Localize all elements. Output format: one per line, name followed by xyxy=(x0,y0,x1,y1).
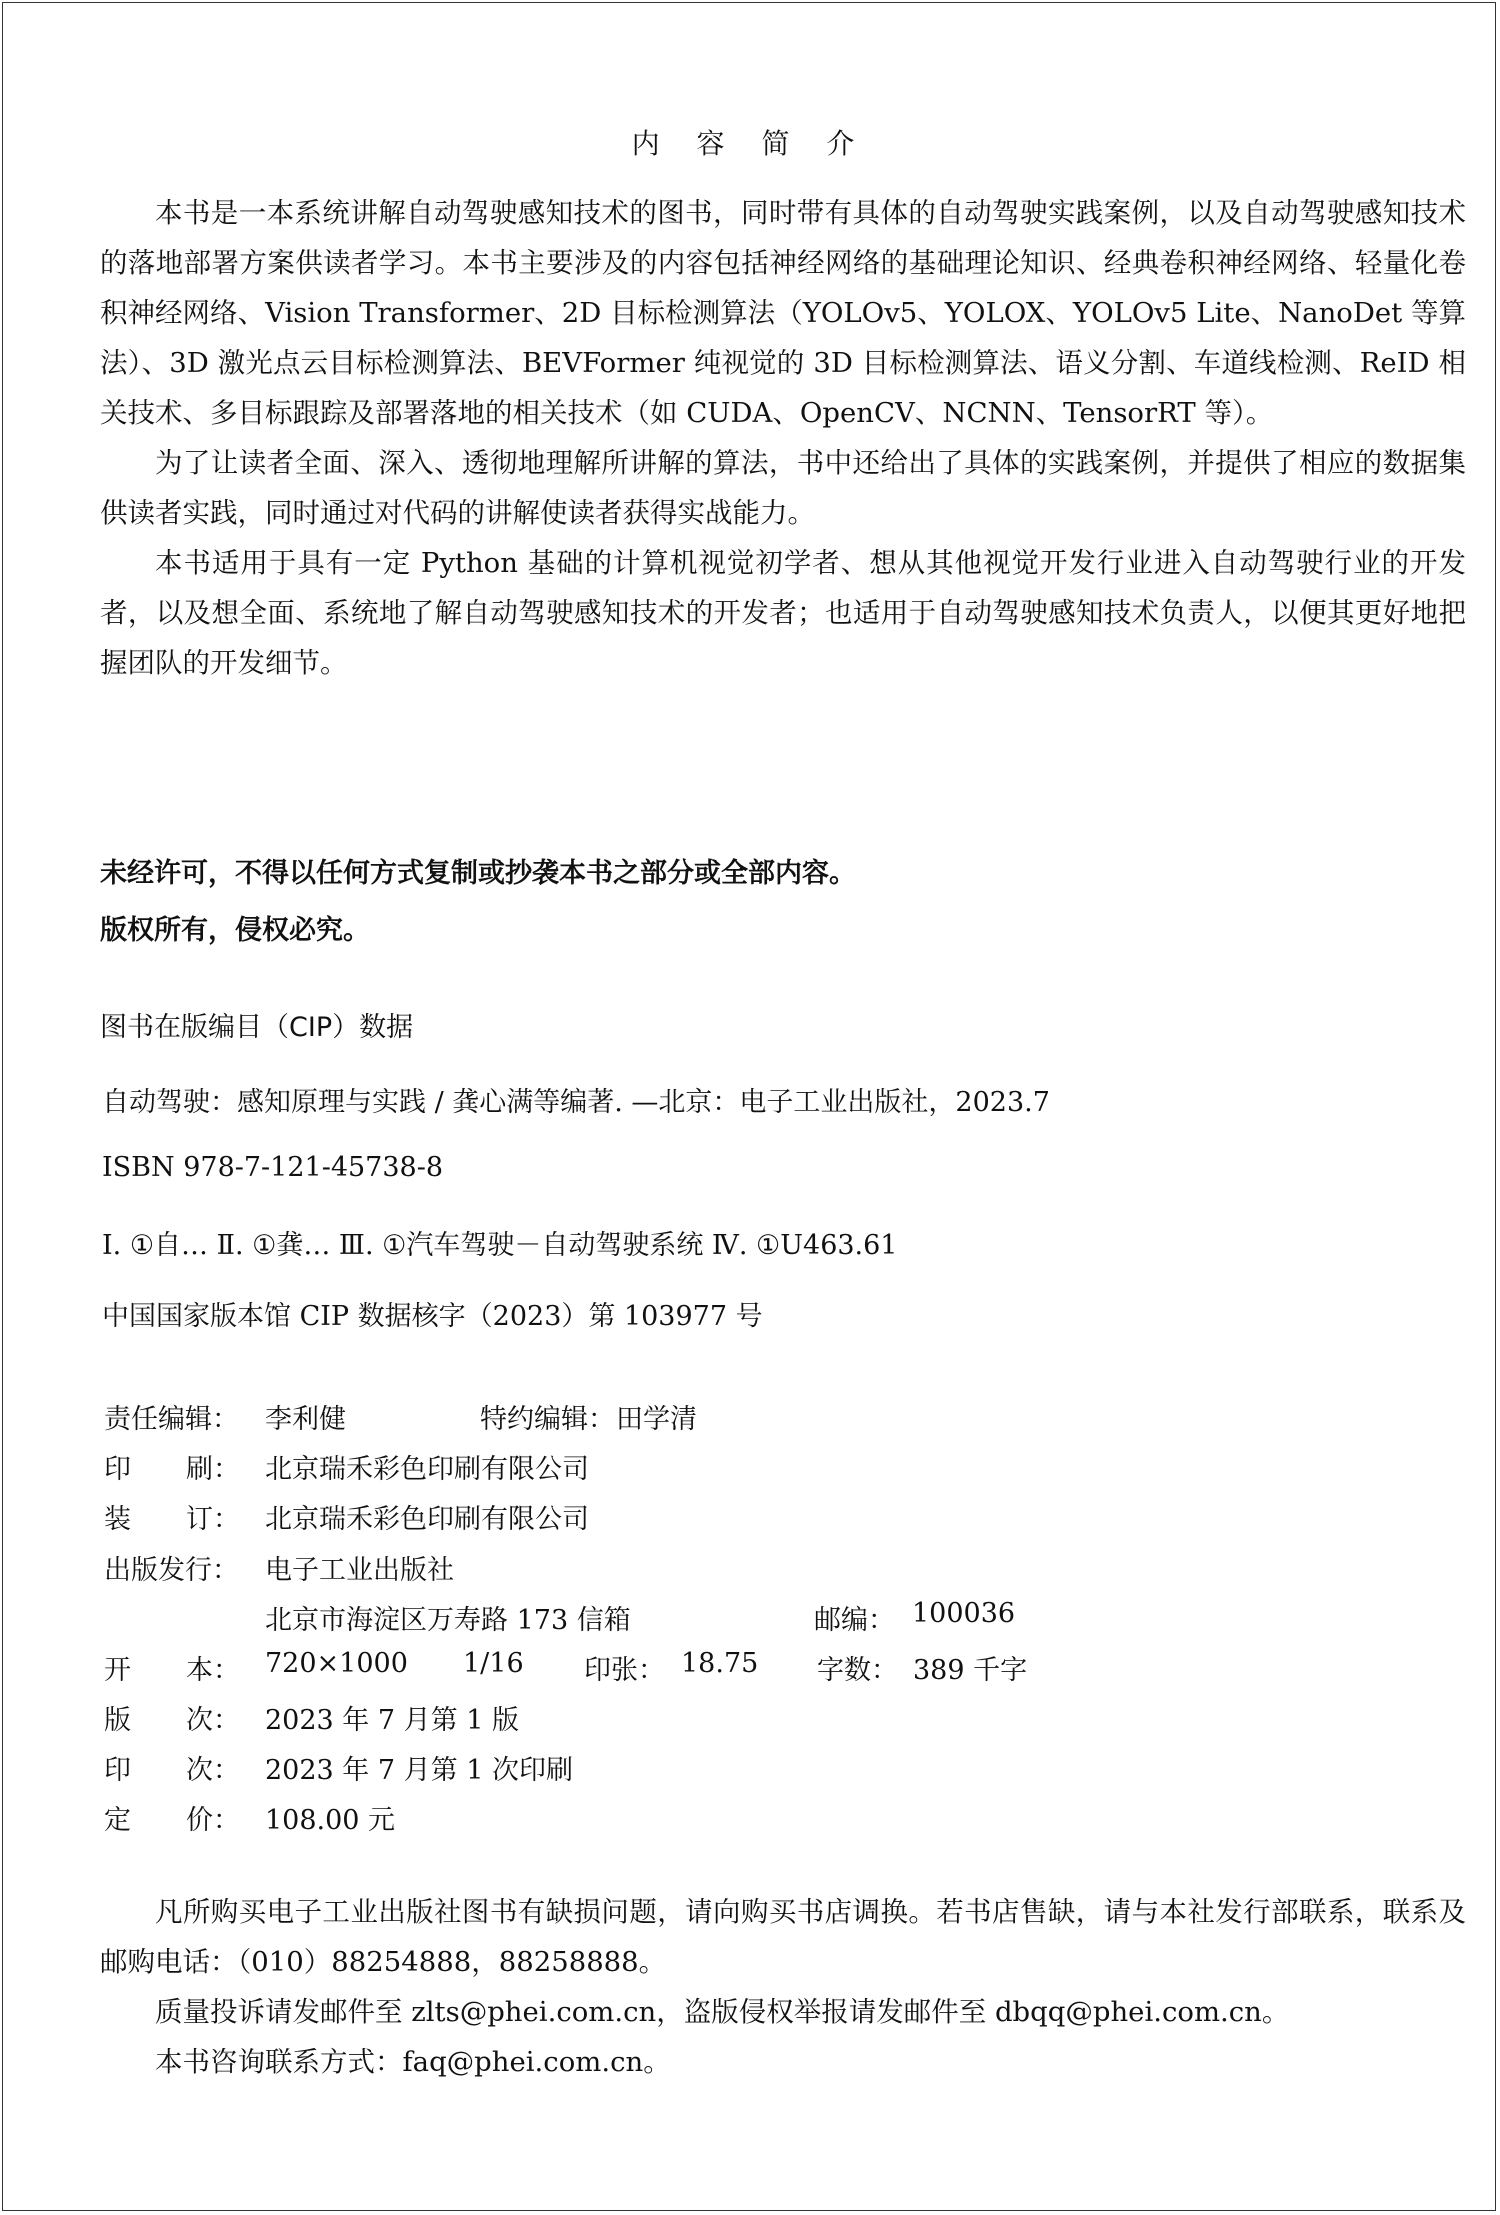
footer-paragraph: 本书咨询联系方式：faq@phei.com.cn。 xyxy=(155,2046,671,2078)
format-size: 720×1000 xyxy=(265,1648,408,1679)
cip-heading: 图书在版编目（CIP）数据 xyxy=(100,1012,414,1043)
footer-section xyxy=(100,1887,1466,2087)
impression-label-b: 次： xyxy=(186,1755,240,1786)
copyright-line: 版权所有，侵权必究。 xyxy=(100,915,370,946)
words-label: 字数： xyxy=(817,1655,898,1686)
cip-isbn: ISBN 978-7-121-45738-8 xyxy=(102,1152,444,1183)
intro-section xyxy=(100,188,1466,688)
intro-paragraph: 本书适用于具有一定 Python 基础的计算机视觉初学者、想从其他视觉开发行业进入自动驾驶行业的开发者，以及想全面、系统地了解自动驾驶感知技术的开发者；也适用于自动驾驶感知技术负责人，以便其更好地把握团队的开发细节。 xyxy=(100,547,1466,679)
postcode-label: 邮编： xyxy=(814,1605,895,1636)
edition-label-a: 版 xyxy=(104,1705,131,1736)
cip-classification: Ⅰ. ①自… Ⅱ. ①龚… Ⅲ. ①汽车驾驶－自动驾驶系统 Ⅳ. ①U463.61 xyxy=(102,1230,898,1261)
intro-paragraph: 为了让读者全面、深入、透彻地理解所讲解的算法，书中还给出了具体的实践案例，并提供了相应的数据集供读者实践，同时通过对代码的讲解使读者获得实战能力。 xyxy=(100,447,1466,529)
edition-value: 2023 年 7 月第 1 版 xyxy=(265,1705,519,1736)
impression-label-a: 印 xyxy=(104,1755,131,1786)
format-label-a: 开 xyxy=(104,1655,131,1686)
footer-paragraph: 凡所购买电子工业出版社图书有缺损问题，请向购买书店调换。若书店售缺，请与本社发行部联系，联系及邮购电话：（010）88254888，88258888。 xyxy=(100,1896,1466,1978)
intro-paragraph: 本书是一本系统讲解自动驾驶感知技术的图书，同时带有具体的自动驾驶实践案例，以及自动驾驶感知技术的落地部署方案供读者学习。本书主要涉及的内容包括神经网络的基础理论知识、经典卷积神经网络、轻量化卷积神经网络、Vision Transformer、2D 目标检测算法（YOLOv5、YOLOX、YOLOv5 Lite、NanoDet 等算法）、3D 激光点云目标检测算法、BEVFormer 纯视觉的 3D 目标检测算法、语义分割、车道线检测、ReID 相关技术、多目标跟踪及部署落地的相关技术（如 CUDA、OpenCV、NCNN、TensorRT 等）。 xyxy=(100,197,1466,429)
price-label-a: 定 xyxy=(104,1805,131,1836)
binder-name: 北京瑞禾彩色印刷有限公司 xyxy=(265,1504,589,1535)
price-label-b: 价： xyxy=(186,1805,240,1836)
printer-label-a: 印 xyxy=(104,1454,131,1485)
cip-title-line: 自动驾驶：感知原理与实践 / 龚心满等编著. —北京：电子工业出版社，2023.7 xyxy=(102,1087,1050,1118)
edition-label-b: 次： xyxy=(186,1705,240,1736)
impression-value: 2023 年 7 月第 1 次印刷 xyxy=(265,1755,573,1786)
publisher-address: 北京市海淀区万寿路 173 信箱 xyxy=(265,1605,631,1636)
binding-label-b: 订： xyxy=(186,1504,240,1535)
printer-name: 北京瑞禾彩色印刷有限公司 xyxy=(265,1454,589,1485)
footer-paragraph: 质量投诉请发邮件至 zlts@phei.com.cn，盗版侵权举报请发邮件至 dbqq@phei.com.cn。 xyxy=(155,1996,1290,2028)
price-value: 108.00 元 xyxy=(265,1805,396,1836)
format-fold: 1/16 xyxy=(463,1648,524,1679)
editor-label: 责任编辑： xyxy=(104,1404,239,1435)
sheets-label: 印张： xyxy=(584,1655,665,1686)
sheets-value: 18.75 xyxy=(681,1648,759,1679)
binding-label-a: 装 xyxy=(104,1504,131,1535)
special-editor-label: 特约编辑： xyxy=(480,1404,615,1435)
copyright-line: 未经许可，不得以任何方式复制或抄袭本书之部分或全部内容。 xyxy=(100,858,856,889)
page-title: 内 容 简 介 xyxy=(631,127,869,160)
format-label-b: 本： xyxy=(186,1655,240,1686)
postcode: 100036 xyxy=(912,1598,1016,1629)
publisher-label: 出版发行： xyxy=(104,1555,239,1586)
publisher-name: 电子工业出版社 xyxy=(265,1555,454,1586)
special-editor-name: 田学清 xyxy=(616,1404,697,1435)
printer-label-b: 刷： xyxy=(186,1454,240,1485)
words-value: 389 千字 xyxy=(913,1655,1028,1686)
editor-name: 李利健 xyxy=(265,1404,346,1435)
cip-record-number: 中国国家版本馆 CIP 数据核字（2023）第 103977 号 xyxy=(102,1301,763,1332)
copyright-notice xyxy=(100,845,1400,959)
